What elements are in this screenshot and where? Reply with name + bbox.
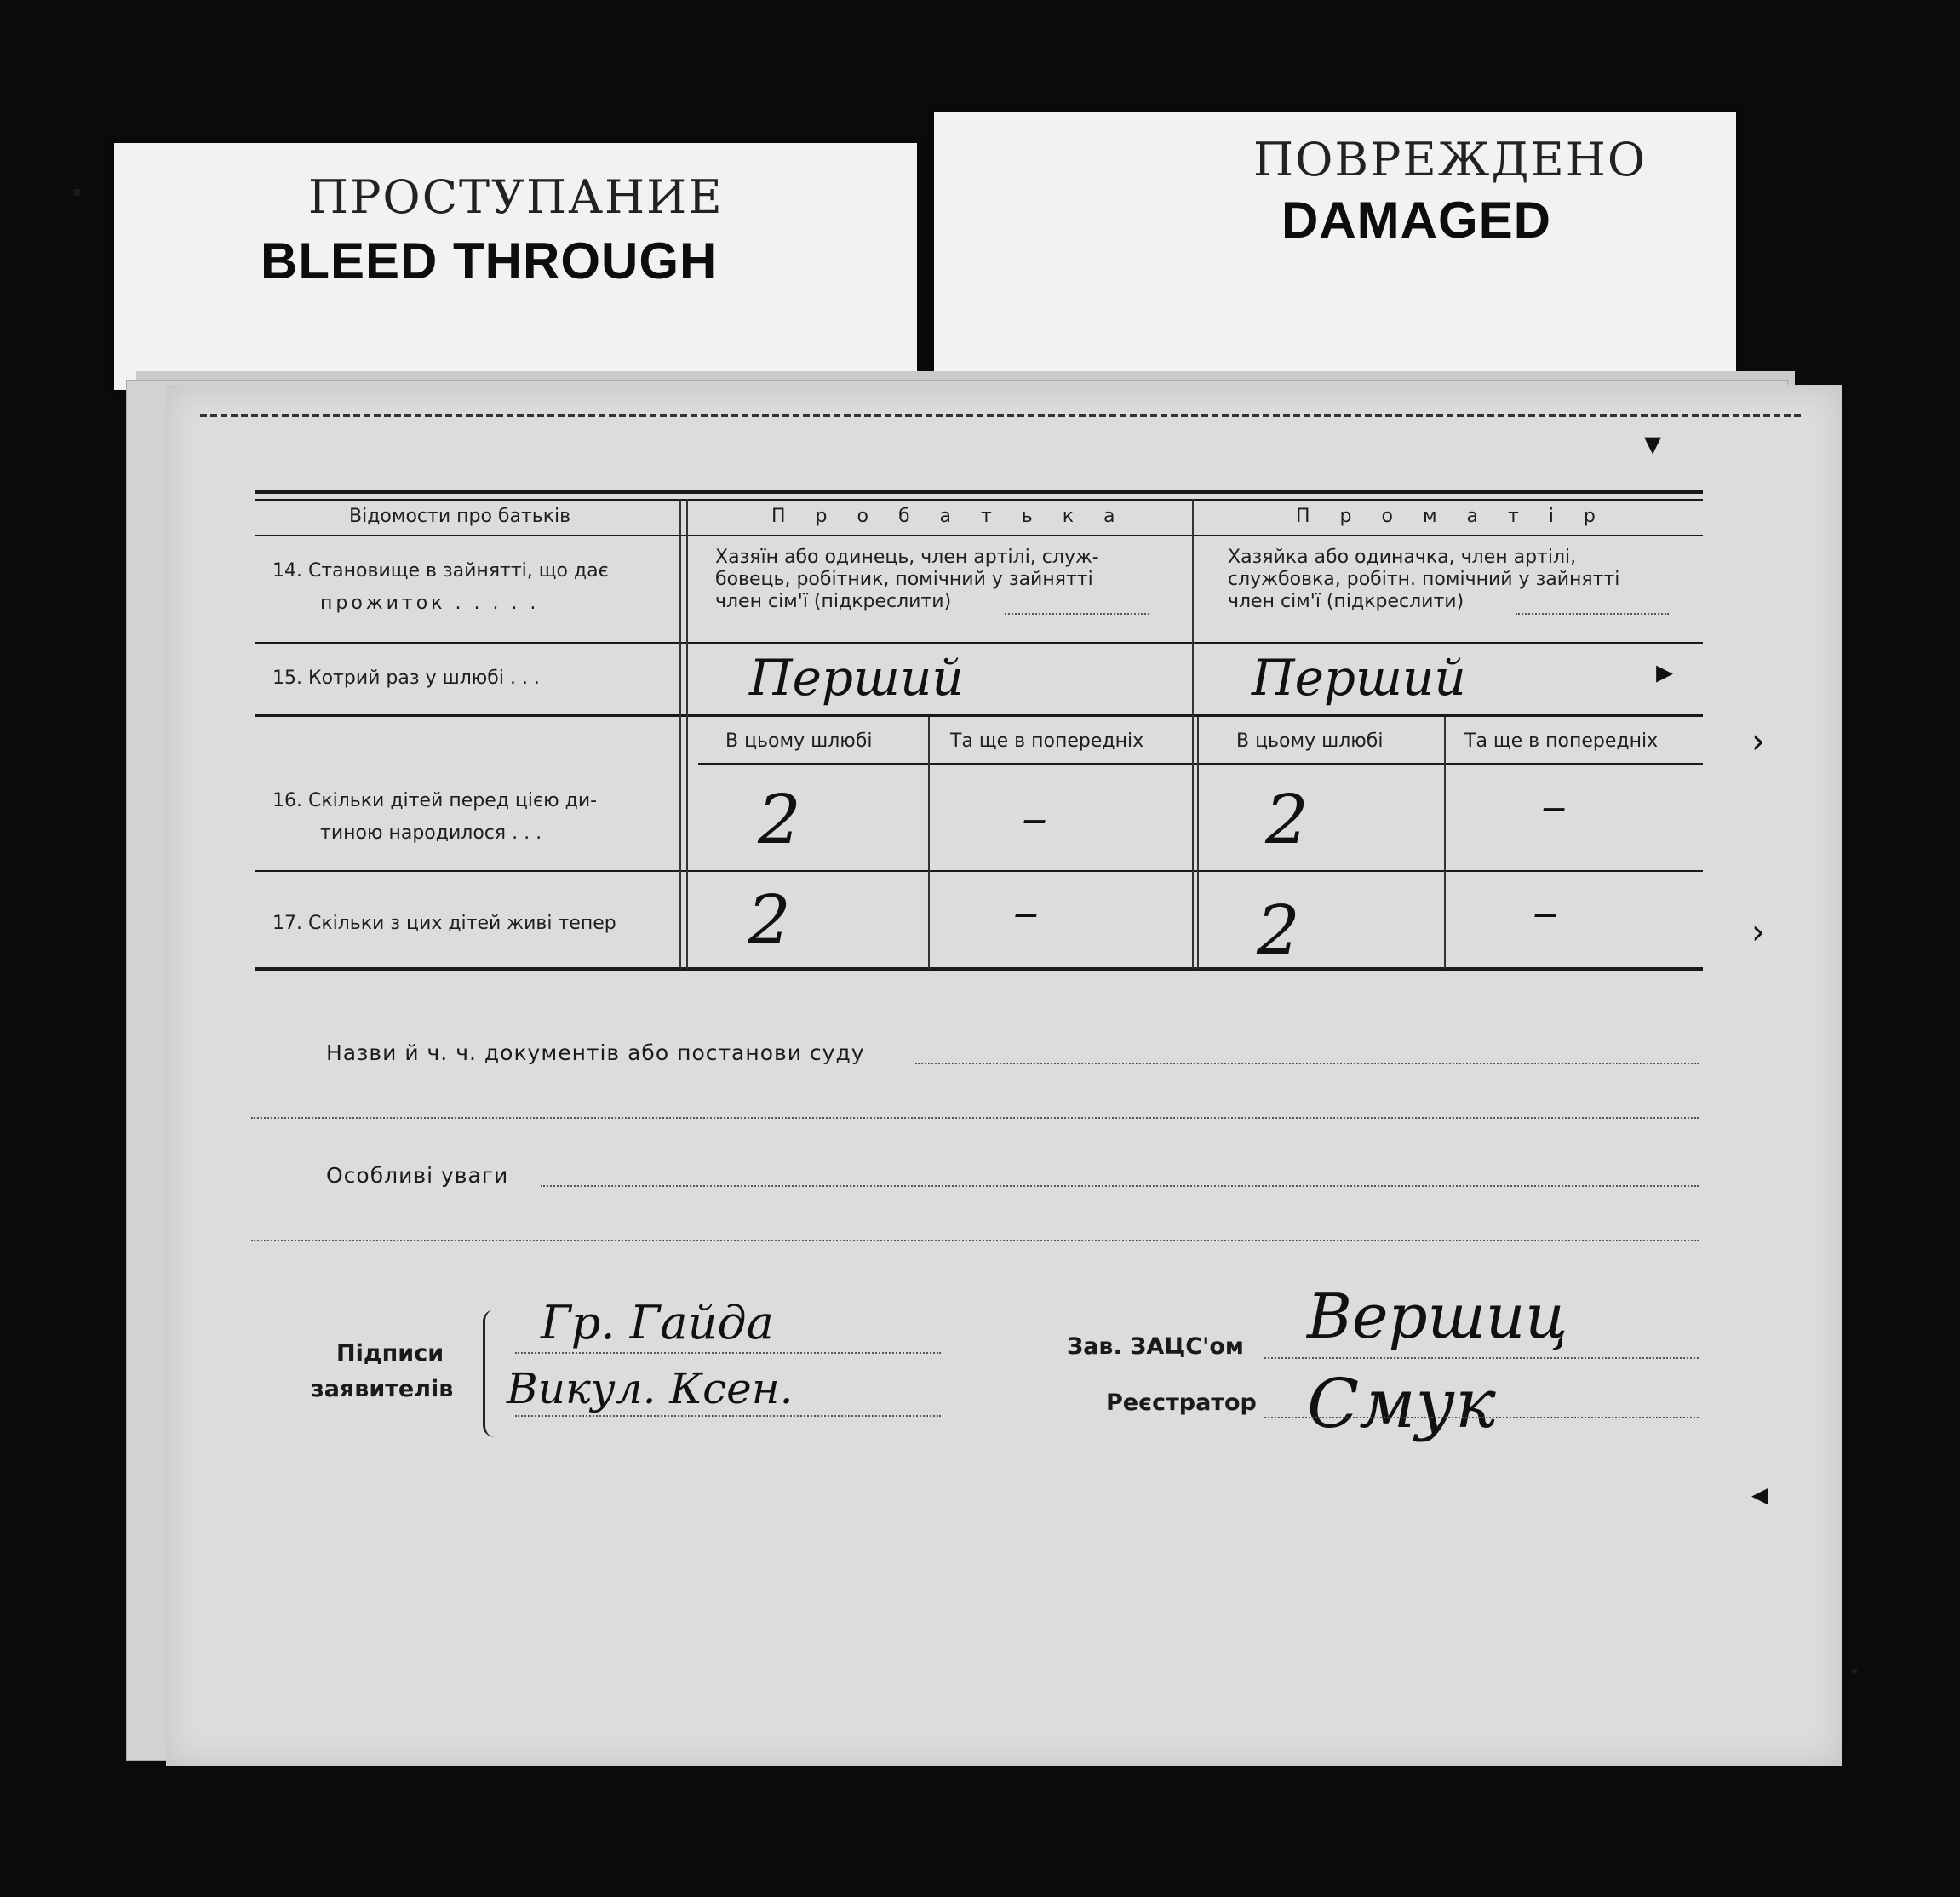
row14-mother-options: службовка, робітн. помічний у зайнятті bbox=[1228, 569, 1620, 590]
row14-father-options: член сім'ї (підкреслити) bbox=[715, 591, 952, 612]
table-rule bbox=[698, 763, 1703, 765]
perforation-line bbox=[200, 414, 1801, 417]
table-divider bbox=[928, 717, 930, 969]
table-rule bbox=[255, 714, 1703, 717]
row14-mother-options: член сім'ї (підкреслити) bbox=[1228, 591, 1464, 612]
applicants-label: Підписи bbox=[336, 1340, 444, 1367]
row15-father-value: Перший bbox=[749, 649, 964, 707]
row15-mother-value: Перший bbox=[1252, 649, 1466, 707]
table-divider bbox=[1197, 717, 1199, 969]
applicants-brace bbox=[483, 1310, 499, 1437]
table-divider bbox=[1444, 717, 1446, 969]
table-rule bbox=[255, 642, 1703, 644]
notes-line bbox=[541, 1185, 1699, 1187]
table-rule bbox=[255, 535, 1703, 536]
signature-line bbox=[1264, 1417, 1699, 1418]
subheader-mother-previous: Та ще в попередніх bbox=[1464, 731, 1659, 752]
table-divider bbox=[679, 499, 681, 969]
applicants-label: заявителів bbox=[311, 1376, 454, 1402]
row15-label: 15. Котрий раз у шлюбі . . . bbox=[272, 668, 540, 689]
zags-head-signature: Вершиц bbox=[1307, 1281, 1568, 1352]
table-rule bbox=[255, 499, 1703, 501]
header-parents-info: Відомости про батьків bbox=[349, 506, 571, 527]
row16-father-prev: – bbox=[1022, 788, 1047, 848]
row16-father-this: 2 bbox=[758, 780, 801, 859]
row14-father-options: Хазяїн або одинець, член артілі, служ- bbox=[715, 547, 1099, 568]
background-speck bbox=[73, 189, 80, 196]
row17-mother-prev: – bbox=[1533, 882, 1558, 942]
registrar-signature: Смук bbox=[1307, 1364, 1496, 1443]
signature-line bbox=[515, 1352, 941, 1354]
bleed-through-ru-label: ПРОСТУПАНИЕ bbox=[308, 170, 724, 224]
registrar-label: Реєстратор bbox=[1106, 1390, 1257, 1416]
row14-label: прожиток . . . . . bbox=[320, 593, 540, 614]
documents-line bbox=[915, 1063, 1699, 1064]
header-about-father: П р о б а т ь к а bbox=[771, 506, 1127, 527]
table-rule bbox=[255, 967, 1703, 971]
fill-line bbox=[1516, 613, 1669, 615]
table-rule bbox=[255, 490, 1703, 494]
row16-label: 16. Скільки дітей перед цією ди- bbox=[272, 790, 598, 811]
documents-line bbox=[251, 1117, 1699, 1119]
row17-mother-this: 2 bbox=[1257, 891, 1300, 970]
table-divider bbox=[1192, 499, 1194, 969]
parents-info-table bbox=[255, 490, 1703, 974]
signature-line bbox=[1264, 1357, 1699, 1359]
row14-mother-options: Хазяйка або одиначка, член артілі, bbox=[1228, 547, 1577, 568]
table-rule bbox=[255, 870, 1703, 872]
row16-label: тиною народилося . . . bbox=[320, 822, 542, 844]
tear-mark: ◂ bbox=[1751, 1475, 1769, 1514]
subheader-father-previous: Та ще в попередніх bbox=[950, 731, 1144, 752]
bleed-through-card bbox=[114, 143, 917, 390]
damaged-en-label: DAMAGED bbox=[1281, 192, 1551, 249]
row14-label: 14. Становище в зайнятті, що дає bbox=[272, 560, 609, 582]
row16-mother-this: 2 bbox=[1265, 780, 1309, 859]
background-speck bbox=[1852, 1669, 1857, 1674]
notes-line bbox=[251, 1240, 1699, 1241]
applicant1-signature: Гр. Гайда bbox=[541, 1296, 774, 1350]
zags-head-label: Зав. ЗАЦС'ом bbox=[1067, 1333, 1244, 1360]
signature-line bbox=[515, 1415, 941, 1417]
row16-mother-prev: – bbox=[1541, 777, 1567, 836]
notes-label: Особливі уваги bbox=[326, 1163, 509, 1188]
header-about-mother: П р о м а т і р bbox=[1296, 506, 1608, 527]
documents-label: Назви й ч. ч. документів або постанови суду bbox=[326, 1040, 865, 1065]
fill-line bbox=[1005, 613, 1149, 615]
registry-document bbox=[166, 385, 1842, 1766]
row17-father-prev: – bbox=[1013, 882, 1039, 942]
subheader-mother-this: В цьому шлюбі bbox=[1236, 731, 1384, 752]
tear-mark: › bbox=[1751, 913, 1765, 952]
tear-mark: ▸ bbox=[1656, 652, 1674, 691]
tear-mark: ▾ bbox=[1644, 424, 1662, 463]
applicant2-signature: Викул. Ксен. bbox=[507, 1364, 794, 1413]
row14-father-options: бовець, робітник, помічний у зайнятті bbox=[715, 569, 1093, 590]
bleed-through-en-label: BLEED THROUGH bbox=[261, 232, 718, 289]
table-divider bbox=[686, 499, 688, 969]
row17-father-this: 2 bbox=[748, 880, 791, 960]
damaged-card bbox=[934, 112, 1736, 393]
row17-label: 17. Скільки з цих дітей живі тепер bbox=[272, 913, 616, 934]
subheader-father-this: В цьому шлюбі bbox=[725, 731, 873, 752]
tear-mark: › bbox=[1751, 722, 1765, 761]
damaged-ru-label: ПОВРЕЖДЕНО bbox=[1253, 133, 1648, 186]
